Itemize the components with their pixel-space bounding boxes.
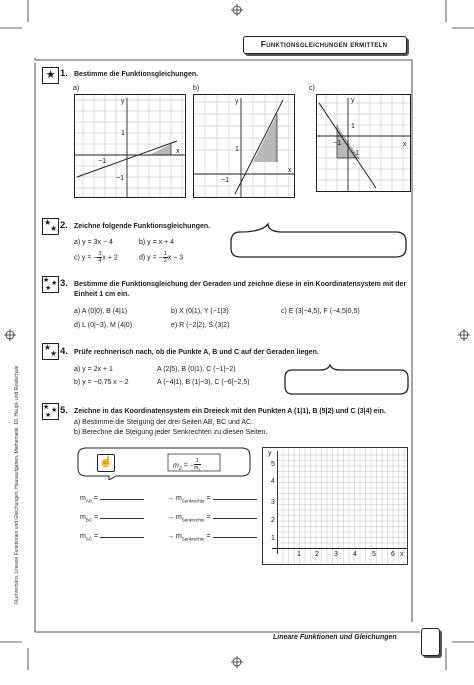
answer-blank[interactable] <box>100 511 144 519</box>
graph-label: b) <box>193 85 200 92</box>
two-star-icon: ★ ★ <box>44 218 58 233</box>
axis-y-label: y <box>235 98 239 105</box>
task-instruction: Zeichne in das Koordinatensystem ein Dreieck mit den Punkten A (1|1), B (5|2) und C (3|4) ein. <box>74 408 386 415</box>
tick-label: −1 <box>98 158 106 165</box>
answer-blank[interactable] <box>213 530 257 538</box>
x-tick-label: 4 <box>353 551 357 558</box>
slope-formula: $m_2$ = − $\frac{1}{m_1}$ <box>173 458 201 473</box>
points-pair: d) L (0|−3), M (4|0) <box>74 322 133 329</box>
task-number: 5. <box>60 405 68 416</box>
perpendicular-fill-row: → $m_{Senkrechte}$ = <box>167 511 257 524</box>
axis-y-label: y <box>351 97 355 104</box>
axis-x-label: x <box>403 141 407 148</box>
task-number: 1. <box>60 68 68 79</box>
points-list: A (−4|1), B (1|−3), C (−6|−2,5) <box>157 379 250 386</box>
three-star-icon: ★ ★ ★ <box>43 404 58 419</box>
perpendicular-fill-row: → $m_{Senkrechte}$ = <box>167 492 257 505</box>
equation: b) y = x + 4 <box>139 239 175 246</box>
speech-bubble <box>228 222 410 260</box>
graph-a <box>74 94 186 198</box>
tick-label: 1 <box>121 130 125 137</box>
task-instruction: Bestimme die Funktionsgleichungen. <box>74 71 199 78</box>
tick-label: −1 <box>116 175 124 182</box>
y-tick-label: 5 <box>271 461 275 468</box>
graph-label: c) <box>309 85 315 92</box>
tick-label: −1 <box>351 150 359 157</box>
three-star-icon: ★ ★ ★ <box>43 277 58 292</box>
points-list: A (2|5), B (0|1), C (−1|−2) <box>157 366 236 373</box>
tick-label: −1 <box>221 177 229 184</box>
graph-c <box>316 94 411 192</box>
points-pair: e) R (−2|2), S (3|2) <box>171 322 230 329</box>
graph-label: a) <box>73 85 80 92</box>
answer-blank[interactable] <box>100 530 144 538</box>
answer-blank[interactable] <box>213 511 257 519</box>
equation: a) y = 3x − 4 <box>74 239 113 246</box>
footer-title: Lineare Funktionen und Gleichungen <box>273 634 397 641</box>
subtask: a) Bestimme die Steigung der drei Seiten AB, BC und AC. <box>74 419 253 426</box>
task-number: 2. <box>60 220 68 231</box>
task-instruction: Bestimme die Funktionsgleichung der Geraden und zeichne diese in ein Koordinatensystem mit der <box>74 281 407 288</box>
answer-blank[interactable] <box>213 492 257 500</box>
y-tick-label: 2 <box>271 517 275 524</box>
slope-fill-row: $m_{AB}$ = <box>80 492 144 505</box>
page-title: Funktionsgleichungen ermitteln <box>260 39 388 49</box>
task-instruction: Prüfe rechnerisch nach, ob die Punkte A, B und C auf der Geraden liegen. <box>74 349 319 356</box>
perpendicular-fill-row: → $m_{Senkrechte}$ = <box>167 530 257 543</box>
task-instruction: Einheit 1 cm ein. <box>74 291 130 298</box>
slope-fill-row: $m_{BC}$ = <box>80 511 144 524</box>
two-star-icon: ★ ★ <box>44 343 58 358</box>
speech-bubble <box>282 364 410 396</box>
equation: d) y = − $\frac{1}{2}x - 3$ <box>139 251 184 264</box>
slope-fill-row: $m_{AC}$ = <box>80 530 144 543</box>
side-credit: ©Lehrerbüro, Lineare Funktionen und Gleichungen, Hausaufgaben, Mathematik, 10. Haupt- und Realschule <box>14 365 20 605</box>
axis-x-label: x <box>176 148 180 155</box>
axis-x-label: x <box>400 551 404 558</box>
star-icon: ★ <box>42 67 59 84</box>
equation: c) y = − $\frac{3}{4}x + 2$ <box>74 251 118 264</box>
x-tick-label: 1 <box>297 551 301 558</box>
equation: a) y = 2x + 1 <box>74 366 113 373</box>
task-number: 3. <box>60 278 68 289</box>
points-pair: c) E (3|−4,5), F (−4,5|0,5) <box>281 308 360 315</box>
points-pair: b) X (0|1), Y (−1|3) <box>171 308 229 315</box>
points-pair: a) A (0|0), B (4|1) <box>74 308 128 315</box>
y-tick-label: 4 <box>271 478 275 485</box>
task-instruction: Zeichne folgende Funktionsgleichungen. <box>74 223 211 230</box>
axis-x-label: x <box>288 167 292 174</box>
tick-label: −1 <box>333 140 341 147</box>
tick-label: 1 <box>351 123 355 130</box>
y-tick-label: 3 <box>271 499 275 506</box>
task-number: 4. <box>60 346 68 357</box>
y-tick-label: 1 <box>271 535 275 542</box>
x-tick-label: 5 <box>372 551 376 558</box>
coordinate-grid[interactable] <box>262 447 408 565</box>
hand-icon: ☝ <box>97 454 115 472</box>
x-tick-label: 2 <box>315 551 319 558</box>
subtask: b) Berechne die Steigung jeder Senkrechten zu diesen Seiten. <box>74 429 268 436</box>
page-tab <box>421 628 440 656</box>
equation: b) y = −0,75 x − 2 <box>74 379 129 386</box>
x-tick-label: 3 <box>334 551 338 558</box>
answer-blank[interactable] <box>100 492 144 500</box>
axis-y-label: y <box>121 98 125 105</box>
tick-label: 1 <box>235 146 239 153</box>
axis-y-label: y <box>268 450 272 457</box>
x-tick-label: 6 <box>391 551 395 558</box>
graph-b <box>193 94 295 198</box>
